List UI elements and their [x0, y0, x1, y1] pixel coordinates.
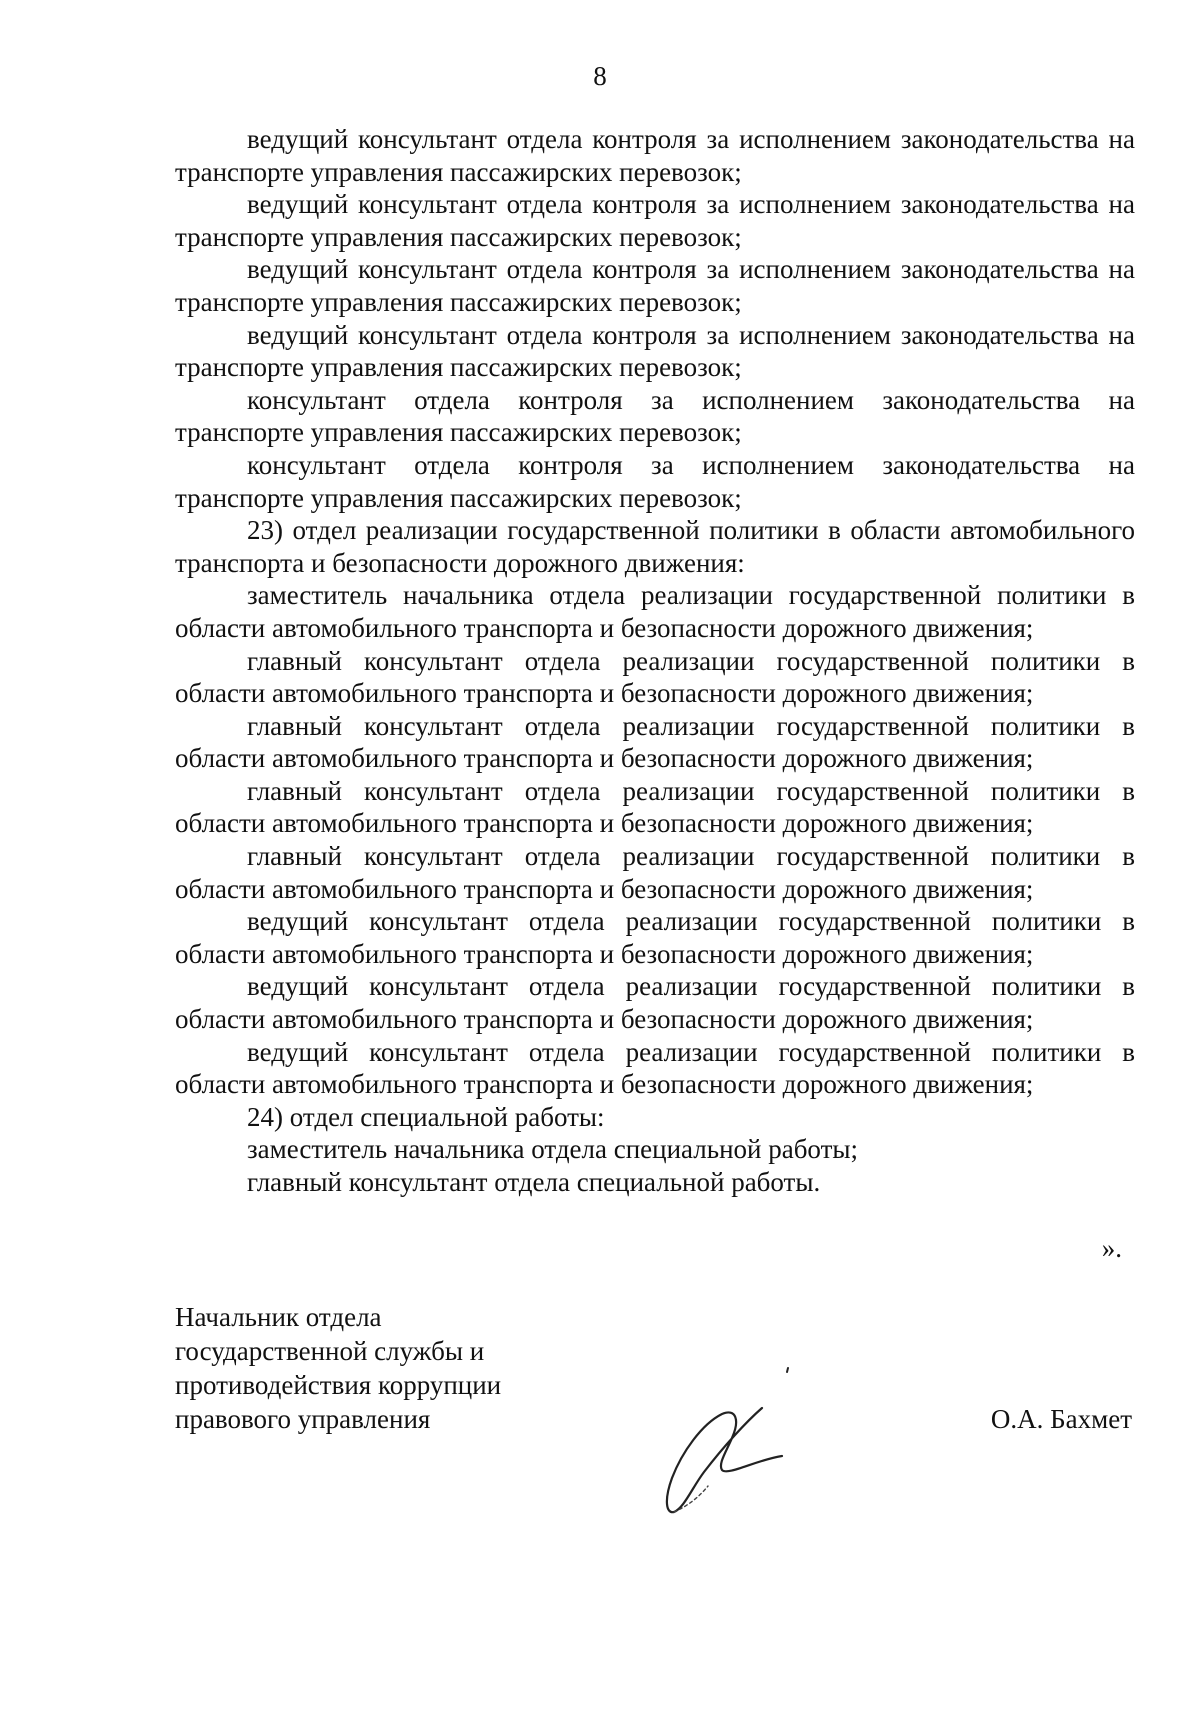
signatory-title-line: правового управления [175, 1404, 431, 1434]
signatory-title [175, 1300, 501, 1436]
signatory-title-line: противодействия коррупции [175, 1370, 502, 1400]
section-heading-24: 24) отдел специальной работы: [247, 1101, 605, 1132]
closing-quote: ». [1101, 1233, 1122, 1263]
document-body [175, 123, 1135, 1199]
paragraph: ведущий консультант отдела контроля за исполнением законодательства на транспорте управления пассажирских перевозок; [175, 124, 1135, 187]
paragraph: ведущий консультант отдела контроля за исполнением законодательства на транспорте управления пассажирских перевозок; [175, 319, 1135, 383]
paragraph: заместитель начальника отдела реализации государственной политики в области автомобильного транспорта и безопасности дорожного движения; [175, 580, 1135, 643]
handwritten-signature-icon [660, 1360, 810, 1520]
section-heading-23: 23) отдел реализации государственной политики в области автомобильного транспорта и безопасности дорожного движения: [175, 515, 1135, 578]
paragraph: консультант отдела контроля за исполнением законодательства на транспорте управления пассажирских перевозок; [175, 384, 1135, 448]
paragraph: ведущий консультант отдела реализации государственной политики в области автомобильного транспорта и безопасности дорожного движения; [175, 971, 1135, 1035]
signatory-title-line: Начальник отдела [175, 1302, 382, 1332]
paragraph: ведущий консультант отдела контроля за исполнением законодательства на транспорте управления пассажирских перевозок; [175, 189, 1135, 252]
signatory-title-line: государственной службы и [175, 1336, 485, 1366]
page-number: 8 [593, 61, 607, 91]
signatory-name: О.А. Бахмет [990, 1404, 1132, 1434]
paragraph: консультант отдела контроля за исполнением законодательства на транспорте управления пассажирских перевозок; [175, 449, 1135, 513]
paragraph: главный консультант отдела специальной работы. [247, 1167, 821, 1197]
paragraph: главный консультант отдела реализации государственной политики в области автомобильного транспорта и безопасности дорожного движения; [175, 775, 1135, 839]
paragraph: заместитель начальника отдела специальной работы; [247, 1134, 859, 1165]
paragraph: ведущий консультант отдела реализации государственной политики в области автомобильного транспорта и безопасности дорожного движения; [175, 906, 1135, 969]
paragraph: главный консультант отдела реализации государственной политики в области автомобильного транспорта и безопасности дорожного движения; [175, 645, 1135, 709]
paragraph: главный консультант отдела реализации государственной политики в области автомобильного транспорта и безопасности дорожного движения; [175, 710, 1135, 774]
paragraph: главный консультант отдела реализации государственной политики в области автомобильного транспорта и безопасности дорожного движения; [175, 841, 1135, 904]
paragraph: ведущий консультант отдела реализации государственной политики в области автомобильного транспорта и безопасности дорожного движения; [175, 1036, 1135, 1100]
paragraph: ведущий консультант отдела контроля за исполнением законодательства на транспорте управления пассажирских перевозок; [175, 254, 1135, 317]
